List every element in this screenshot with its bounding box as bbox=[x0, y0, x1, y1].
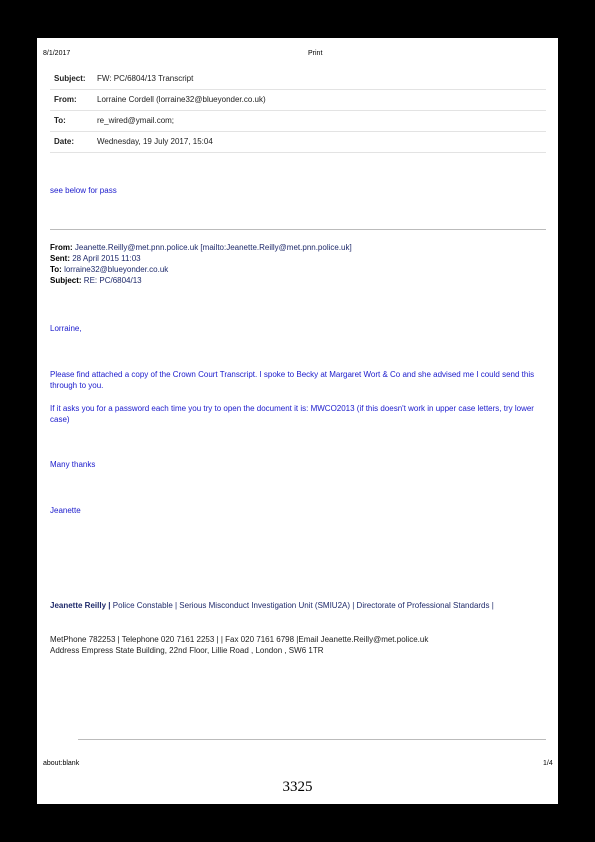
to-value: re_wired@ymail.com; bbox=[97, 116, 175, 125]
to-label: To: bbox=[54, 116, 66, 125]
email-header-table bbox=[50, 69, 546, 153]
greeting: Lorraine, bbox=[50, 324, 82, 333]
fwd-to-value: lorraine32@blueyonder.co.uk bbox=[64, 265, 169, 274]
subject-label: Subject: bbox=[54, 74, 86, 83]
fwd-subject-label: Subject: bbox=[50, 276, 82, 285]
paragraph-2: If it asks you for a password each time you try to open the document it is: MWCO2013 (if this doesn't work in upper case letters, try lower case) bbox=[50, 404, 534, 424]
printed-page bbox=[37, 38, 558, 804]
print-date: 8/1/2017 bbox=[43, 50, 71, 57]
page-number-stamp: 3325 bbox=[282, 779, 313, 795]
closing: Many thanks bbox=[50, 460, 96, 469]
signature-name: Jeanette Reilly | bbox=[50, 601, 111, 610]
fwd-from-line bbox=[50, 242, 352, 253]
fwd-to-line bbox=[50, 264, 352, 275]
date-row bbox=[50, 132, 546, 153]
fwd-sent-label: Sent: bbox=[50, 254, 70, 263]
fwd-subject-value: RE: PC/6804/13 bbox=[83, 276, 142, 285]
signature-contact bbox=[50, 634, 545, 656]
from-value: Lorraine Cordell (lorraine32@blueyonder.co.uk) bbox=[97, 95, 266, 104]
from-row bbox=[50, 90, 546, 111]
footer-url: about:blank bbox=[43, 760, 80, 767]
divider bbox=[50, 229, 546, 230]
subject-row bbox=[50, 69, 546, 90]
to-row bbox=[50, 111, 546, 132]
bottom-divider bbox=[78, 739, 546, 740]
subject-value: FW: PC/6804/13 Transcript bbox=[97, 74, 194, 83]
signature-phones: MetPhone 782253 | Telephone 020 7161 2253 | | Fax 020 7161 6798 |Email Jeanette.Reilly@met.police.uk bbox=[50, 635, 429, 644]
sender-name: Jeanette bbox=[50, 506, 81, 515]
intro-note: see below for pass bbox=[50, 186, 117, 195]
forwarded-meta bbox=[50, 242, 352, 286]
print-title: Print bbox=[308, 50, 323, 57]
signature-role: Police Constable | Serious Misconduct Investigation Unit (SMIU2A) | Directorate of Professional Standards | bbox=[112, 601, 494, 610]
fwd-to-label: To: bbox=[50, 265, 62, 274]
from-label: From: bbox=[54, 95, 77, 104]
fwd-from-label: From: bbox=[50, 243, 73, 252]
fwd-from-value: Jeanette.Reilly@met.pnn.police.uk [mailto:Jeanette.Reilly@met.pnn.police.uk] bbox=[74, 243, 352, 252]
signature-block bbox=[50, 600, 545, 611]
fwd-subject-line bbox=[50, 275, 352, 286]
fwd-sent-line bbox=[50, 253, 352, 264]
date-label: Date: bbox=[54, 137, 75, 146]
fwd-sent-value: 28 April 2015 11:03 bbox=[72, 254, 141, 263]
signature-address: Address Empress State Building, 22nd Floor, Lillie Road , London , SW6 1TR bbox=[50, 646, 324, 655]
date-value: Wednesday, 19 July 2017, 15:04 bbox=[97, 137, 213, 146]
footer-page: 1/4 bbox=[543, 760, 553, 767]
paragraph-1: Please find attached a copy of the Crown Court Transcript. I spoke to Becky at Margaret Wort & Co and she advised me I could send this through to you. bbox=[50, 370, 535, 390]
